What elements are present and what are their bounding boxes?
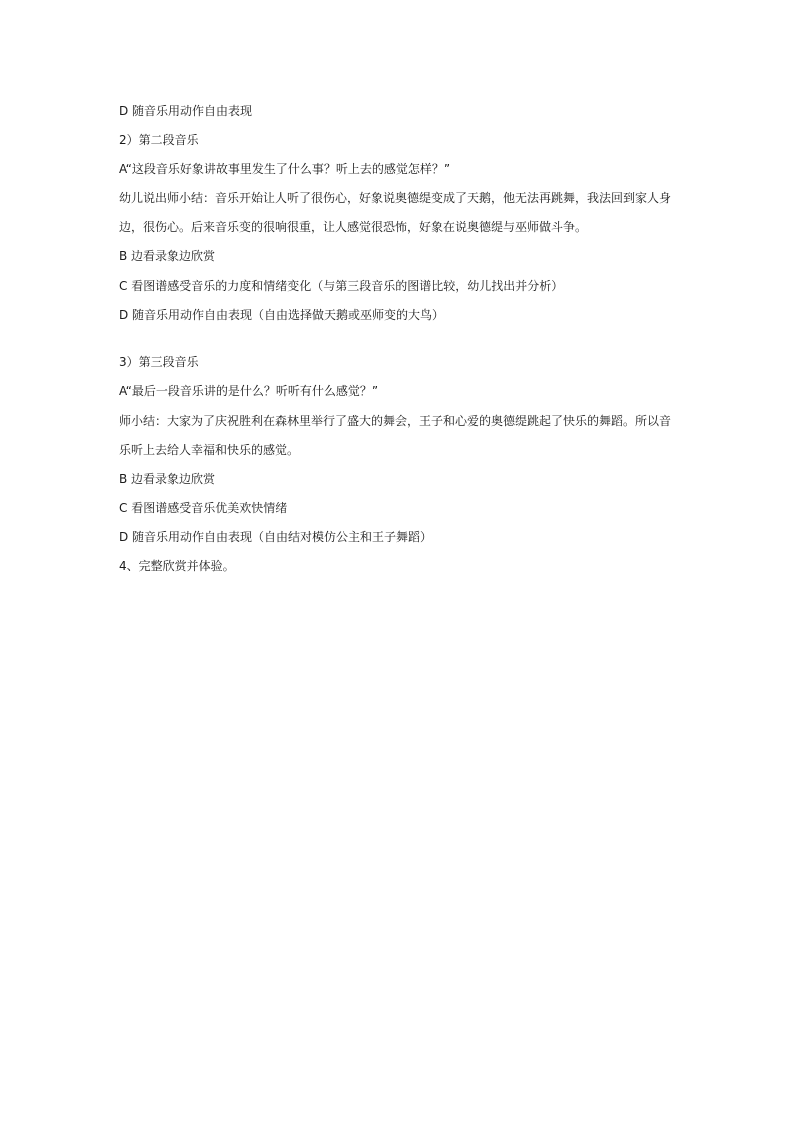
text-line-16: 4、完整欣赏并体验。 — [119, 559, 235, 573]
text-line-7: C 看图谱感受音乐的力度和情绪变化（与第三段音乐的图谱比较，幼儿找出并分析） — [119, 279, 564, 293]
text-line-4: 幼儿说出师小结：音乐开始让人听了很伤心，好象说奥德缇变成了天鹅，他无法再跳舞，我法回到家人身 — [119, 191, 672, 205]
text-line-13: B 边看录象边欣赏 — [119, 472, 216, 486]
text-line-9: 3）第三段音乐 — [119, 355, 199, 369]
text-line-12: 乐听上去给人幸福和快乐的感觉。 — [119, 443, 300, 457]
text-line-3: A“这段音乐好象讲故事里发生了什么事？听上去的感觉怎样？” — [119, 162, 451, 176]
text-line-8: D 随音乐用动作自由表现（自由选择做天鹅或巫师变的大鸟） — [119, 308, 445, 322]
text-line-11: 师小结：大家为了庆祝胜利在森林里举行了盛大的舞会，王子和心爱的奥德缇跳起了快乐的舞蹈。所以音 — [119, 414, 672, 428]
text-line-1: D 随音乐用动作自由表现 — [119, 104, 253, 118]
text-line-6: B 边看录象边欣赏 — [119, 249, 216, 263]
text-line-5: 边，很伤心。后来音乐变的很响很重，让人感觉很恐怖，好象在说奥德缇与巫师做斗争。 — [119, 220, 588, 234]
text-line-15: D 随音乐用动作自由表现（自由结对模仿公主和王子舞蹈） — [119, 530, 433, 544]
text-line-2: 2）第二段音乐 — [119, 133, 199, 147]
text-line-10: A“最后一段音乐讲的是什么？听听有什么感觉？” — [119, 384, 379, 398]
text-line-14: C 看图谱感受音乐优美欢快情绪 — [119, 501, 288, 515]
